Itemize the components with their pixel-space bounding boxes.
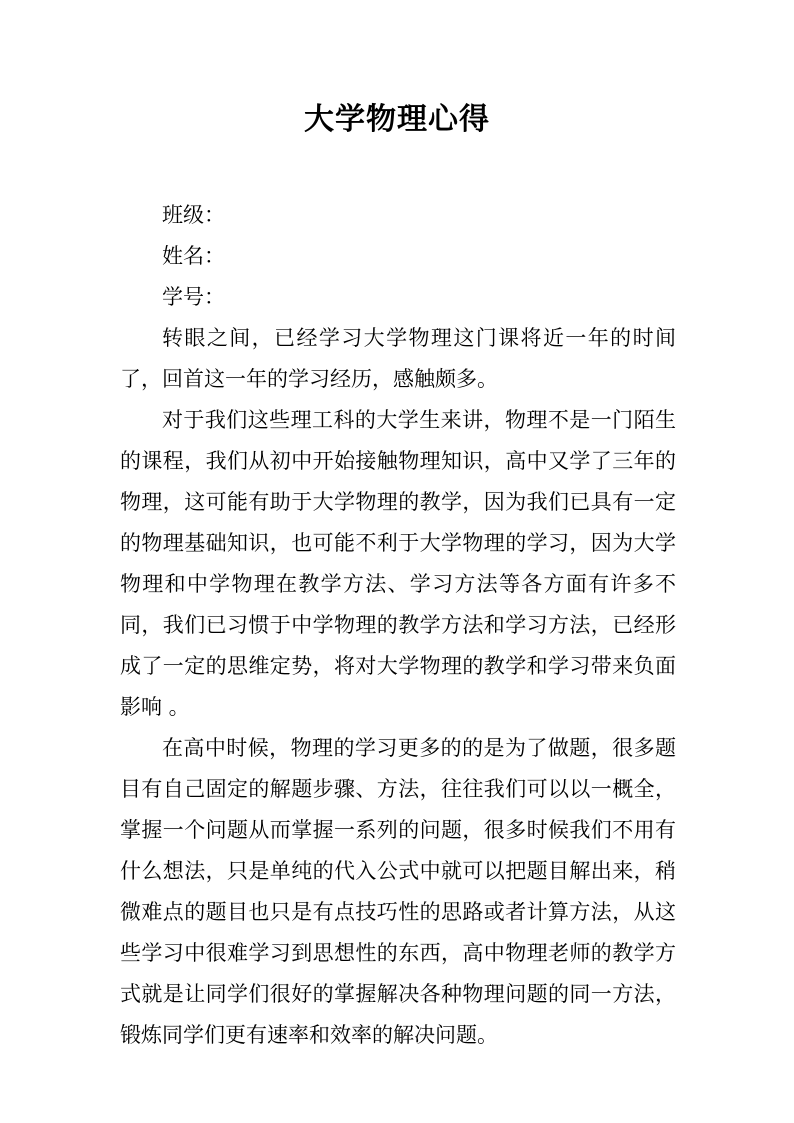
paragraph-intro: 转眼之间，已经学习大学物理这门课将近一年的时间了，回首这一年的学习经历，感触颇多。 <box>120 326 676 391</box>
paragraph-high-school-learning: 在高中时候，物理的学习更多的的是为了做题，很多题目有自己固定的解题步骤、方法，往往我们可以以一概全，掌握一个问题从而掌握一系列的问题，很多时候我们不用有什么想法，只是单纯的代入公式中就可以把题目解出来，稍微难点的题目也只是有点技巧性的思路或者计算方法，从这些学习中很难学习到思想性的东西，高中物理老师的教学方式就是让同学们很好的掌握解决各种物理问题的同一方法，锻炼同学们更有速率和效率的解决问题。 <box>120 736 676 1047</box>
name-field-label: 姓名： <box>162 244 225 268</box>
document-title: 大学物理心得 <box>304 102 490 137</box>
document-body <box>120 195 676 1056</box>
student-id-field-label: 学号： <box>162 285 225 309</box>
class-field-label: 班级： <box>162 203 225 227</box>
paragraph-physics-background: 对于我们这些理工科的大学生来讲，物理不是一门陌生的课程，我们从初中开始接触物理知识，高中又学了三年的物理，这可能有助于大学物理的教学，因为我们已具有一定的物理基础知识，也可能不利于大学物理的学习，因为大学物理和中学物理在教学方法、学习方法等各方面有许多不同，我们已习惯于中学物理的教学方法和学习方法，已经形成了一定的思维定势，将对大学物理的教学和学习带来负面影响 。 <box>120 408 676 719</box>
